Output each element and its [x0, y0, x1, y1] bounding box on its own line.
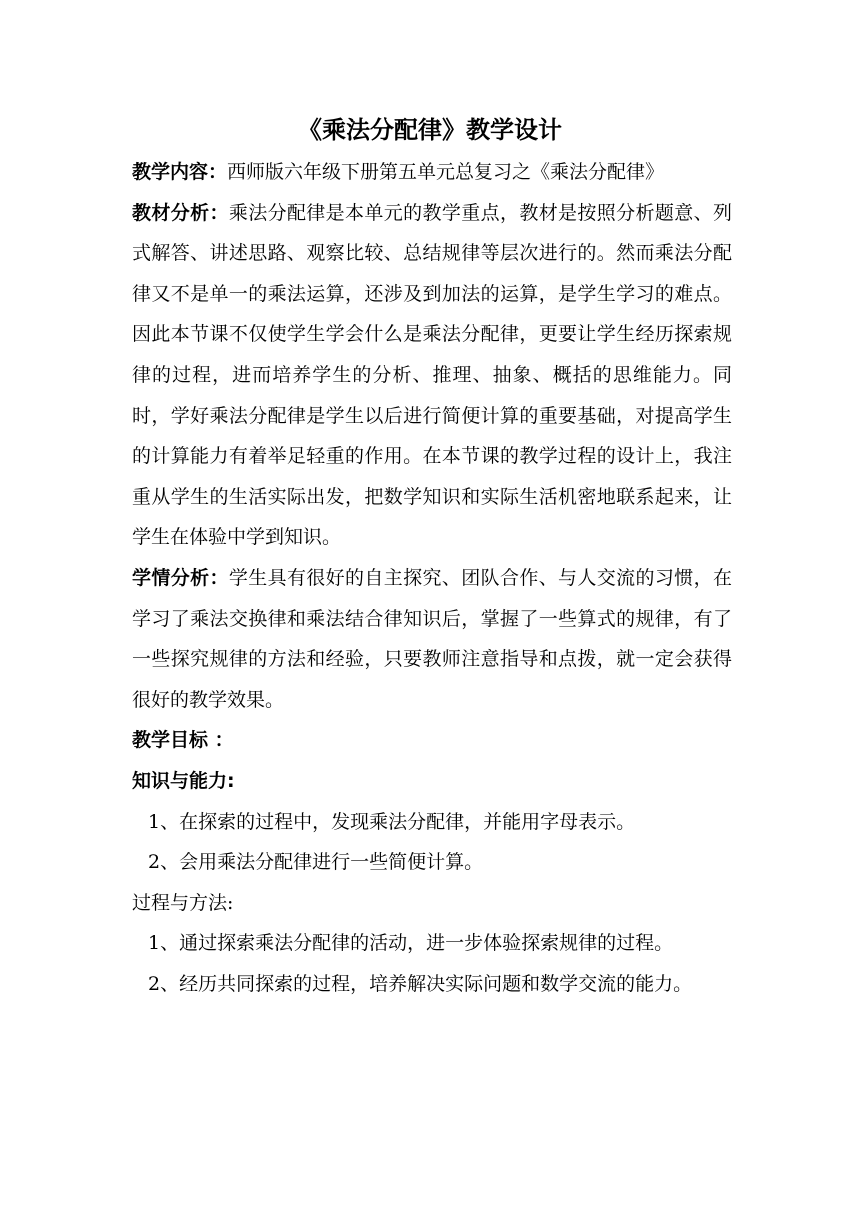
- document-title: 《乘法分配律》教学设计: [298, 116, 562, 144]
- process-item-1: 1、通过探索乘法分配律的活动，进一步体验探索规律的过程。: [148, 932, 674, 955]
- document-body: [132, 152, 732, 1004]
- knowledge-item-1: 1、在探索的过程中，发现乘法分配律，并能用字母表示。: [148, 810, 636, 833]
- knowledge-item-2: 2、会用乘法分配律进行一些简便计算。: [148, 851, 484, 874]
- teaching-content-text: 西师版六年级下册第五单元总复习之《乘法分配律》: [227, 161, 665, 183]
- student-analysis-text: 学生具有很好的自主探究、团队合作、与人交流的习惯，在学习了乘法交换律和乘法结合律知识后，掌握了一些算式的规律，有了一些探究规律的方法和经验，只要教师注意指导和点拨，就一定会获得很好的教学效果。: [132, 566, 732, 711]
- teaching-content-label: 教学内容：: [132, 161, 228, 183]
- material-analysis-text: 乘法分配律是本单元的教学重点，教材是按照分析题意、列式解答、讲述思路、观察比较、总结规律等层次进行的。然而乘法分配律又不是单一的乘法运算，还涉及到加法的运算，是学生学习的难点。因此本节课不仅使学生学会什么是乘法分配律，更要让学生经历探索规律的过程，进而培养学生的分析、推理、抽象、概括的思维能力。同时，学好乘法分配律是学生以后进行简便计算的重要基础，对提高学生的计算能力有着举足轻重的作用。在本节课的教学过程的设计上，我注重从学生的生活实际出发，把数学知识和实际生活机密地联系起来，让学生在体验中学到知识。: [132, 201, 732, 549]
- process-method-heading: 过程与方法:: [132, 891, 234, 914]
- material-analysis-paragraph: [132, 193, 732, 558]
- knowledge-ability-heading: 知识与能力:: [132, 769, 235, 792]
- student-analysis-paragraph: [132, 558, 732, 720]
- process-item-2: 2、经历共同探索的过程，培养解决实际问题和数学交流的能力。: [148, 972, 693, 995]
- teaching-content-paragraph: [132, 152, 732, 193]
- student-analysis-label: 学情分析：: [132, 566, 229, 589]
- teaching-goals-heading: 教学目标 ：: [132, 729, 234, 752]
- material-analysis-label: 教材分析：: [132, 201, 229, 224]
